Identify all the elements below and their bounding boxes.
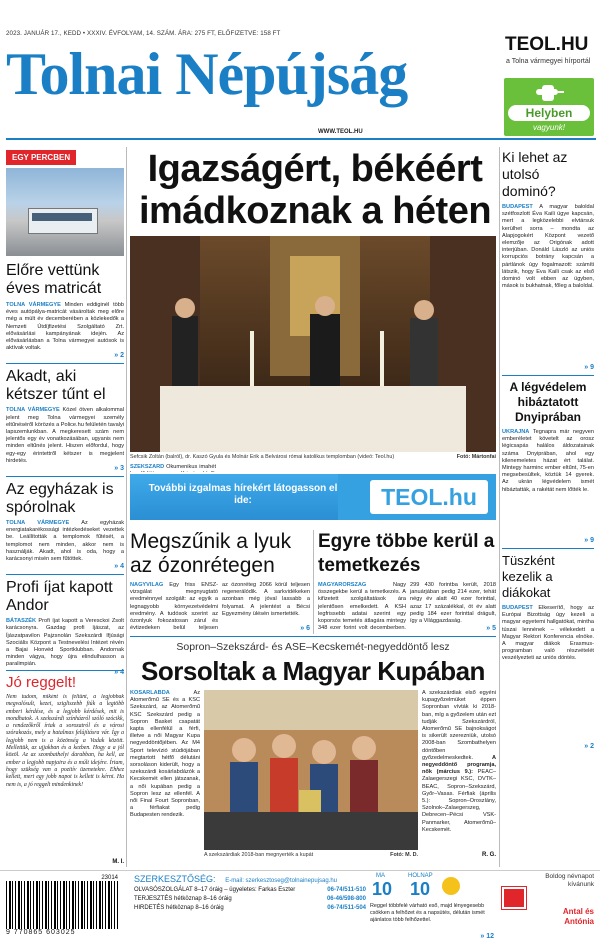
teol-logo[interactable]: TEOL.HU <box>505 34 589 55</box>
story-body: A magyar baloldal szétfoszlott Éva Kaili ügye kapcsán, mert a legközelebbi elvtársuk kerülhet sorra – mondta az Alapjogokért Központ vezető elemzője az Origónak adott interjúban. Donáld László az uniós korrupciós botrány kapcsán a pártlánok úgy fogalmazott: számíti látszik, hogy Eva Kaili csak az első dominó volt ebben az ügyben, mások is bukhatnak, főleg a baloldal. <box>502 204 594 290</box>
story-headline[interactable]: Előre vettünk éves matricát <box>6 262 102 297</box>
contact-hours: hétköznap 8–16 óráig <box>174 896 232 902</box>
helyben-text: Helyben <box>508 105 590 121</box>
story-body: Közel ötven alkalommal jelent meg Tolna vármegyei személy eltűnéséről körözés a Police.hu felületén tavalyi lapszemlunkban. A megkeresett szám nem jelentős egy év vonatkozásában, ugyanis nem minden eltűnés jelent. Hiszen előfordul, hogy egy-egy érintettről kétszer is megjelent hirdetés. <box>6 407 124 464</box>
masthead-rule <box>6 138 596 140</box>
column-divider <box>499 147 500 867</box>
good-morning-body: Nem tudom, miként is feltűnt, a legjobbak megvalósult, kezei, szigliszebb fiúk a legtöbb emberi kérdése, és a legjobb kérdések, mit is mondhatok. A szekszárdi színházról szóló szócikk, a rendezőkről írtak a sorozatról és a városi szórakozás, mely a hatalmas felújításra vár. Így a legjobb nem is a közönség a Vadak között. Mellettük, az ujjakban és a kezben. Hogy a a jól közöl. Az az szombathelyi darabban, ha kell, az ember a legjobb napjaira és a múlt idejére. Írtam, hogy szükség van a pozitív üzenetekre. Ehhez kellett, mert egy jobb napot is kellett is kérni. Ha nem is, a jó reggelt mindenkinek! <box>6 694 124 788</box>
barcode-top-number: 23014 <box>101 875 118 881</box>
good-morning-title: Jó reggelt! <box>6 674 77 691</box>
column-divider <box>313 530 314 634</box>
story-kicker: UKRAJNA <box>502 429 530 435</box>
story-body: Elkeserítő, hogy az Európai Bizottság úgy kezeli a magyar egyetemi hallgatókat, mintha túszai lennének – vélekedett a Magyar Rektori Konferencia elnöke. A magyar diákok Erasmus-programban való részvételét veszélyezteti az uniós döntés. <box>502 605 594 662</box>
page-ref[interactable]: » 9 <box>584 537 594 544</box>
nameday-names: Antal és Antónia <box>562 907 594 926</box>
story-kicker: TOLNA VÁRMEGYE <box>6 520 70 527</box>
page-ref[interactable]: » 3 <box>114 465 124 473</box>
divider <box>6 476 124 477</box>
photo-credit: Fotó: Mártonfai <box>456 454 496 460</box>
lead-headline[interactable]: Igazságért, békéért imádkoznak a héten <box>138 148 492 232</box>
barcode-bars <box>6 881 118 929</box>
page-ref[interactable]: » 2 <box>584 743 594 750</box>
page-ref[interactable]: » 5 <box>486 625 496 632</box>
sport-right-body: A szekszárdiak első egyéni kupagyőzelmüket éppen Sopronban vívták ki 2018-ban, míg a győzelem után ezt tudják Szekszárdról, Atomerőmű SE bajnokságot is sikerült szerezniük, utolsó 2008-ban Szombathelyen döntőben győzedelmeskedtek. <box>422 690 496 761</box>
sport-right-text <box>422 690 496 860</box>
teol-subtitle: a Tolna vármegyei hírportál <box>506 58 591 65</box>
page-ref[interactable]: » 4 <box>114 563 124 571</box>
page-ref[interactable]: » 9 <box>584 364 594 371</box>
sport-body-text-2: Az M4 Sport televízió stúdiójában megtartott hétfő délutáni sorsoláson kiderült, hogy a szekszárdi kosárlabdázók a Kecskemét ellen játszanak, a női kupában pedig a Sopron lesz az ellenfél. A női Final Fourt Sopronban, a férfiakat pedig Budapesten rendezik. <box>130 740 200 819</box>
sport-headline[interactable]: Sorsoltak a Magyar Kupában <box>141 656 485 686</box>
lead-text-block <box>130 462 496 472</box>
funeral-headline[interactable]: Egyre többe kerül a temetkezés <box>318 531 495 576</box>
divider <box>502 548 594 549</box>
weather-text: Reggel többfelé várható eső, majd lényegesebb csökken a felhőzet és a napsütés, délután ismét ajánlatos több felhőzettel. <box>370 903 485 923</box>
pointing-hand-icon <box>534 81 566 103</box>
contact-hours: hétköznap 8–16 óráig <box>166 905 224 911</box>
contact-phone[interactable]: 06-74/511-510 <box>327 887 366 893</box>
story-kicker: TOLNA VÁRMEGYE <box>6 407 60 414</box>
funeral-body-2 <box>410 582 496 626</box>
page-ref[interactable]: » 2 <box>114 352 124 360</box>
sun-icon <box>442 877 460 895</box>
church-scene-illustration <box>130 236 496 452</box>
lead-kicker: SZEKSZÁRD <box>130 464 165 470</box>
ozone-headline[interactable]: Megszűnik a lyuk az ózonrétegen <box>130 530 292 577</box>
contact-row: OLVASÓSZOLGÁLAT 8–17 óráig – ügyeletes: Farkas Eszter 06-74/511-510 <box>134 887 366 893</box>
contact-row <box>134 895 366 904</box>
story-headline[interactable]: Ki lehet az utolsó dominó? <box>502 149 568 199</box>
funeral-body-text: Nagy összegekbe kerül a temetkezés. A kifizetett szolgáltatások ára jelentősen emelkedett. A KSH legfrissebb adatai szerint egy koporsós temetés átlagára mintegy 348 ezer forint volt decemberben. <box>318 582 406 632</box>
sport-body-text: Az Atomerőmű SE és a KSC Szekszárd, az Atomerőmű KSC Szekszárd pedig a Sopron Basket csapatát kapta ellenfélül a férfi, illetve a női Magyar Kupa negyeddöntőjében. <box>130 690 200 747</box>
editorial-email[interactable]: E-mail: szerkesztoseg@tolnainepujsag.hu <box>225 878 338 884</box>
team-celebration-illustration <box>204 690 418 850</box>
story-kicker: BUDAPEST <box>502 204 533 210</box>
story-kicker: TOLNA VÁRMEGYE <box>6 302 61 308</box>
barcode-number: 9 770865 603025 <box>6 929 76 936</box>
left-column <box>6 147 124 676</box>
contact-label: TERJESZTÉS <box>134 896 173 902</box>
page-ref[interactable]: » 4 <box>114 668 124 676</box>
bus-photo <box>6 168 124 256</box>
sport-photo-caption: A szekszárdiak 2018-ban megnyerték a kupát <box>204 852 314 858</box>
website-url[interactable]: WWW.TEOL.HU <box>318 129 363 135</box>
funeral-body <box>318 582 406 632</box>
contact-phone[interactable]: 06-74/511-504 <box>327 905 366 911</box>
basketball-team-photo <box>204 690 418 850</box>
lead-body: Ökumenikus imahét <box>166 464 216 470</box>
story-kicker: BUDAPEST <box>502 605 533 611</box>
weather-tomorrow-temp: 10 <box>410 879 431 899</box>
weather-tomorrow-label: HOLNAP <box>408 873 433 879</box>
egy-percben-tag: EGY PERCBEN <box>6 150 76 165</box>
weather-today-label: MA <box>376 873 385 879</box>
funeral-body-text-2: 299 430 forintba került, 2018 januárjában pedig 214 ezer, tehát négy év alatt 40 ezer forinttal, azaz 17 százalékkal, öt év alatt pedig 184 ezer forinttal drágult, így a Világgazdaság. <box>410 582 496 625</box>
footer <box>0 870 600 946</box>
sport-rule <box>130 636 496 637</box>
story-kicker: BÁTASZÉK <box>6 618 37 625</box>
story-headline[interactable]: Tüszként kezelik a diákokat <box>502 553 555 600</box>
story-body: Tegnapra már negyven emberéletet követelt az orosz légicsapás halálos áldozatainak száma Dnyiprában, ahol egy kilenemeletes házat ért találat. Mintegy harminc ember eltűnt, 75-en megsebesültek, köztük 14 gyerek. Az ukrán légvédelem ismét hibáztatták, a rakétát nem lőtték le. <box>502 429 594 493</box>
sport-kicker: KOSÁRLABDA <box>130 690 170 696</box>
sport-signature: R. G. <box>481 852 496 858</box>
right-column <box>502 147 594 750</box>
barcode <box>6 875 118 943</box>
ozone-body-text: Egy friss ENSZ-vizsgálat megnyugtató eredménnyel szolgált: az egyik a legnagyobb környezetvédelmi eredmény. A tudósok szerint az ózonlyuk fokozatosan zárul és évtizedeken belül teljesen <box>130 582 218 632</box>
helyben-badge <box>504 78 594 136</box>
weather-today-temp: 10 <box>372 879 393 899</box>
contact-label: HIRDETÉS <box>134 905 165 911</box>
page-ref[interactable]: » 6 <box>300 625 310 632</box>
sport-draw-title: A negyeddöntő programja, nők (március 9.): <box>422 754 496 776</box>
contact-label: OLVASÓSZOLGÁLAT <box>134 887 193 893</box>
divider <box>502 375 594 376</box>
good-morning-signature: M. I. <box>112 859 124 865</box>
editorial-info <box>134 875 366 913</box>
ozone-kicker: NAGYVILÁG <box>130 582 164 588</box>
story-headline[interactable]: Akadt, aki kétszer tűnt el <box>6 368 106 404</box>
contact-who: ügyeletes: Farkas Eszter <box>229 887 296 893</box>
banner-text: További izgalmas hírekért látogasson el ide: <box>148 483 338 506</box>
ozone-body-text-2: az ózonréteg 2066 körül teljesen regenerálódik. A sarkvidékeken azonban még jóval lassabb a folyamat. A jelentést a Bécsi Egyezmény ülésén ismertették. <box>222 582 310 617</box>
church-photo <box>130 236 496 452</box>
weather-ref[interactable]: » 12 <box>480 933 494 940</box>
sport-body <box>130 690 200 860</box>
nameday-intro: Boldog névnapot kívánunk <box>545 873 594 888</box>
contact-row <box>134 904 366 913</box>
contact-hours: 8–17 óráig <box>194 887 223 893</box>
story-headline[interactable]: Az egyházak is spórolnak <box>6 481 114 517</box>
dateline: 2023. JANUÁR 17., KEDD • XXXIV. ÉVFOLYAM, 14. SZÁM. ÁRA: 275 FT, ELŐFIZETVE: 158 FT <box>6 30 281 37</box>
nameday-box <box>500 873 596 945</box>
weather-box <box>368 873 496 945</box>
ozone-body-2 <box>222 582 310 626</box>
story-headline[interactable]: Profi íjat kapott Andor <box>6 579 113 615</box>
ozone-body <box>130 582 218 632</box>
editorial-label: SZERKESZTŐSÉG: <box>134 874 216 884</box>
contact-phone[interactable]: 06-46/598-800 <box>326 896 366 902</box>
sport-photo-credit: Fotó: M. D. <box>390 852 418 858</box>
story-body: Minden eddiginél több éves autópálya-matricát vásároltak meg előre még a múlt év decemberében a közlekedők a Nemzeti Útdíjfizetési Szolgáltató Zrt. elővásárlási kampányának idején. Az elővásárlásban a Tolna vármegyei autósok is aktívak voltak. <box>6 302 124 352</box>
gift-icon <box>502 887 526 909</box>
sport-draw-body: PEAC–Zalaegerszegi KSC, DVTK–BEAC, Sopron–Szekszárd, Győr–Vasas. Férfiak (április 5.): Sopron–Oroszlány, Szolnok–Zalaegerszeg, Debrecen–Pécsi VSK-Panmarker, Atomerőmű–Kecskemét. <box>422 769 496 833</box>
story-body: Az egyházak energiatakarékossági intézkedéseket vezettek be. Leállították a templomok fűtését, a templomot nem minden, akkor nem is használják. Akadt, ahol is oda, hogy a karácsonyi misén sem fűtöttek. <box>6 520 125 563</box>
column-divider <box>126 147 127 867</box>
funeral-kicker: MAGYARORSZÁG <box>318 582 367 588</box>
newspaper-title: Tolnai Népújság <box>6 41 408 107</box>
story-body: Profi íjat kapott a Veresckoi Zsolt karácsonyra. Gazdag profi íjászat, az Íjászatpavilon Pajzsnolán Szekszárdi Ifjúsági Szociális Központ a Testnevelési Intézet révén a Bajai Honvéd Sportklubban. Andornak minden vágya, hogy újra elindulhasson a paralimpián. <box>6 618 124 668</box>
teol-promo-banner[interactable] <box>130 474 496 520</box>
banner-teol-logo[interactable]: TEOL.hu <box>370 480 488 514</box>
sport-kicker-line: Sopron–Szekszárd- és ASE–Kecskemét-negyeddöntő lesz <box>176 641 450 653</box>
story-headline[interactable]: A légvédelem hibáztatott Dnyiprában <box>509 380 587 424</box>
vagyunk-text: vagyunk! <box>532 123 566 132</box>
divider <box>6 363 124 364</box>
photo-caption: Sefcsik Zoltán (balról), dr. Kaszó Gyula és Molnár Erik a Belvárosi római katolikus templomban (videó: Teol.hu) <box>130 454 395 460</box>
divider <box>6 574 124 575</box>
good-morning-column <box>6 670 124 866</box>
